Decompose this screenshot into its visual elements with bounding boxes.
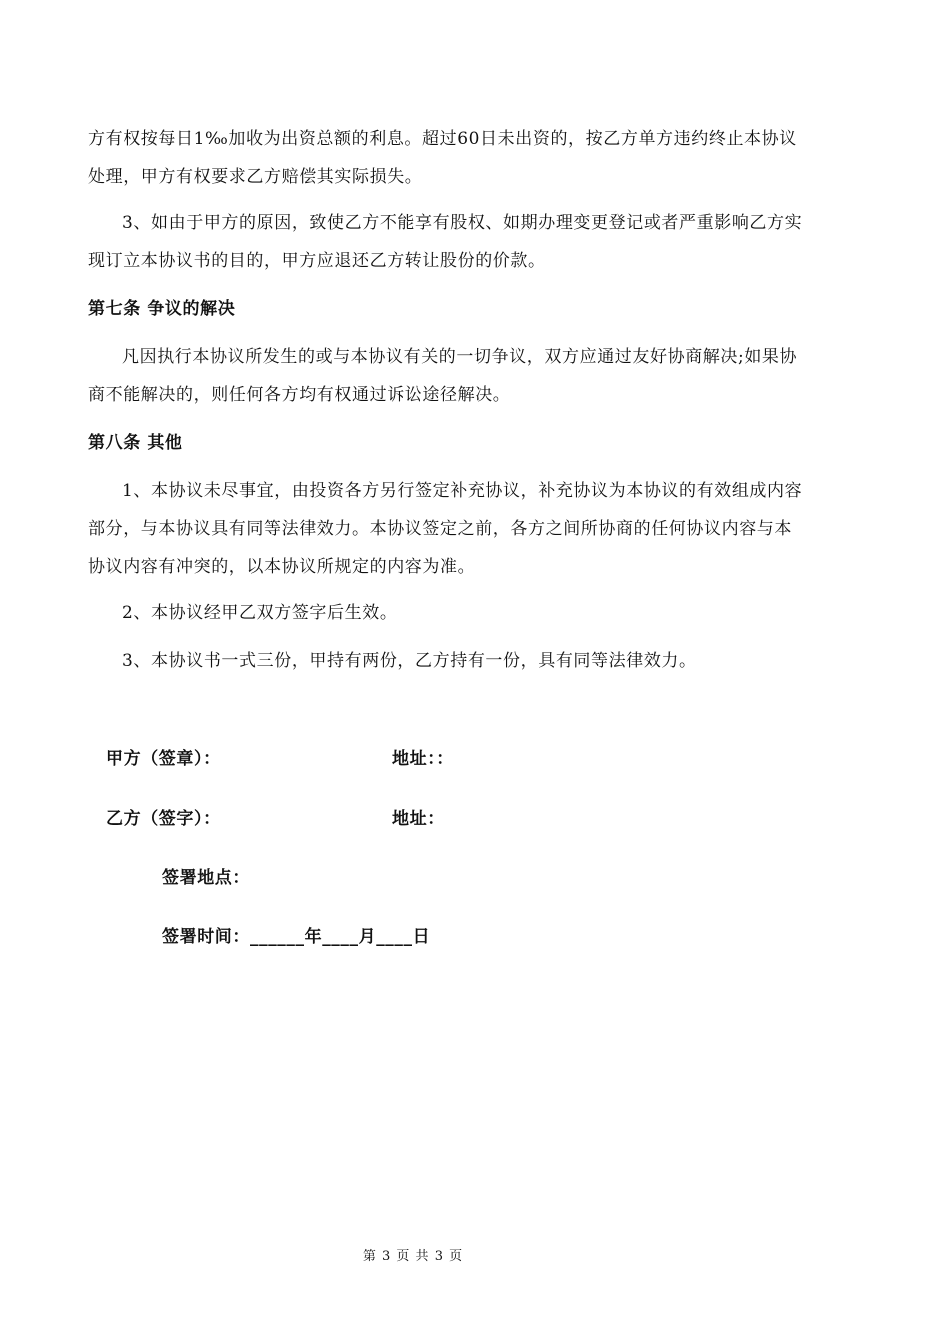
party-b-address-label: 地址： [392, 809, 445, 829]
paragraph-line: 3、如由于甲方的原因，致使乙方不能享有股权、如期办理变更登记或者严重影响乙方实 [122, 213, 803, 233]
paragraph-line: 方有权按每日1‰加收为出资总额的利息。超过60日未出资的，按乙方单方违约终止本协议 [88, 129, 797, 149]
signing-time-label: 签署时间：______年____月____日 [162, 927, 431, 947]
party-b-signature-label: 乙方（签字）： [106, 809, 221, 829]
paragraph-line: 1、本协议未尽事宜，由投资各方另行签定补充协议，补充协议为本协议的有效组成内容 [122, 481, 803, 501]
paragraph-line: 协议内容有冲突的，以本协议所规定的内容为准。 [88, 557, 476, 577]
signing-place-label: 签署地点： [162, 868, 250, 888]
paragraph-line: 3、本协议书一式三份，甲持有两份，乙方持有一份，具有同等法律效力。 [122, 651, 697, 671]
article-8-heading: 第八条 其他 [88, 433, 183, 453]
party-a-signature-label: 甲方（签章）： [106, 749, 221, 769]
paragraph-line: 处理，甲方有权要求乙方赔偿其实际损失。 [88, 167, 423, 187]
article-7-heading: 第七条 争议的解决 [88, 299, 236, 319]
paragraph-line: 商不能解决的，则任何各方均有权通过诉讼途径解决。 [88, 385, 511, 405]
paragraph-line: 部分，与本协议具有同等法律效力。本协议签定之前，各方之间所协商的任何协议内容与本 [88, 519, 792, 539]
page-number-footer: 第 3 页 共 3 页 [362, 1249, 464, 1264]
party-a-address-label: 地址：： [392, 749, 454, 769]
paragraph-line: 凡因执行本协议所发生的或与本协议有关的一切争议，双方应通过友好协商解决;如果协 [122, 347, 798, 367]
paragraph-line: 2、本协议经甲乙双方签字后生效。 [122, 603, 398, 623]
paragraph-line: 现订立本协议书的目的，甲方应退还乙方转让股份的价款。 [88, 251, 546, 271]
